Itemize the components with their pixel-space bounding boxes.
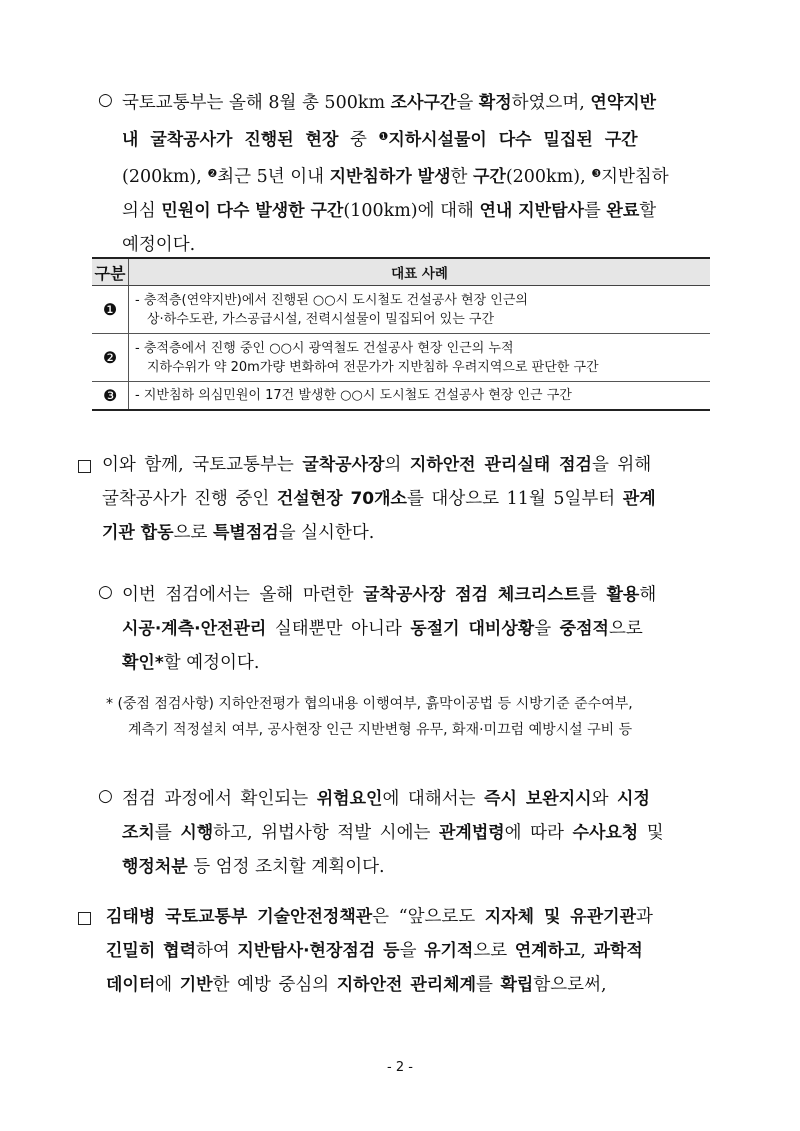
bullet-circle: ○ <box>98 90 113 110</box>
header-examples: 대표 사례 <box>129 258 711 286</box>
text-line: 이와 함께, 국토교통부는 굴착공사장의 지하안전 관리실태 점검을 위해 <box>102 455 652 475</box>
cases-table <box>92 257 710 411</box>
bullet-circle: ○ <box>98 786 113 806</box>
footnote-inspection-items <box>106 691 726 743</box>
bullet-square <box>78 912 91 925</box>
row-mark: ❷ <box>92 334 129 382</box>
text-line: (200km), $^❷$최근 5년 이내 지반침하가 발생한 구간(200km), $^❸$지반침하 <box>122 167 669 187</box>
row-description: - 지반침하 의심민원이 17건 발생한 ○○시 도시철도 건설공사 현장 인근 구간 <box>129 382 711 410</box>
circled-number-1: ❶ <box>378 130 389 143</box>
text-line: 조치를 시행하고, 위법사항 적발 시에는 관계법령에 따라 수사요청 및 <box>122 823 664 843</box>
paragraph-corrective-actions <box>122 782 724 884</box>
page-number: - 2 - <box>387 1060 413 1075</box>
text-line: 기관 합동으로 특별점검을 실시한다. <box>102 523 375 543</box>
text-line: 확인*할 예정이다. <box>122 653 260 673</box>
text-line: 이번 점검에서는 올해 마련한 굴착공사장 점검 체크리스트를 활용해 <box>122 585 657 605</box>
text-line: * (중점 점검사항) 지하안전평가 협의내용 이행여부, 흙막이공법 등 시방기준 준수여부, <box>106 696 633 712</box>
text-line: 점검 과정에서 확인되는 위험요인에 대해서는 즉시 보완지시와 시정 <box>122 789 650 809</box>
row-description: - 충적층(연약지반)에서 진행된 ○○시 도시철도 건설공사 현장 인근의 상·하수도관, 가스공급시설, 전력시설물이 밀집되어 있는 구간 <box>129 286 711 334</box>
header-category: 구분 <box>92 258 129 286</box>
paragraph-official-quote <box>106 900 724 1002</box>
circled-number-3: ❸ <box>591 167 602 180</box>
table-header-row <box>92 258 710 286</box>
text-line: 국토교통부는 올해 8월 총 500km 조사구간을 확정하였으며, 연약지반 <box>122 93 657 113</box>
table-row <box>92 334 710 382</box>
row-description: - 충적층에서 진행 중인 ○○시 광역철도 건설공사 현장 인근의 누적 지하수위가 약 20m가량 변화하여 전문가가 지반침하 우려지역으로 판단한 구간 <box>129 334 711 382</box>
row-mark: ❸ <box>92 382 129 410</box>
text-line: 김태병 국토교통부 기술안전정책관은 “앞으로도 지자체 및 유관기관과 <box>106 907 653 927</box>
text-line: 예정이다. <box>122 235 196 255</box>
text-line: 의심 민원이 다수 발생한 구간(100km)에 대해 연내 지반탐사를 완료할 <box>122 201 657 221</box>
circled-number-2: ❷ <box>207 167 218 180</box>
table-row <box>92 382 710 410</box>
text-line: 굴착공사가 진행 중인 건설현장 70개소를 대상으로 11월 5일부터 관계 <box>102 489 656 509</box>
table-row <box>92 286 710 334</box>
bullet-square <box>78 460 91 473</box>
paragraph-special-inspection <box>102 448 724 550</box>
text-line: 계측기 적정설치 여부, 공사현장 인근 지반변형 유무, 화재·미끄럼 예방시설 구비 등 <box>128 722 633 738</box>
paragraph-survey-sections <box>122 86 724 262</box>
bullet-circle: ○ <box>98 582 113 602</box>
text-line: 행정처분 등 엄정 조치할 계획이다. <box>122 857 385 877</box>
text-line: 데이터에 기반한 예방 중심의 지하안전 관리체계를 확립함으로써, <box>106 975 607 995</box>
row-mark: ❶ <box>92 286 129 334</box>
text-line: 긴밀히 협력하여 지반탐사·현장점검 등을 유기적으로 연계하고, 과학적 <box>106 941 643 961</box>
paragraph-checklist <box>122 578 724 680</box>
text-line: 내 굴착공사가 진행된 현장 중 $^❶$지하시설물이 다수 밀집된 구간 <box>122 130 638 150</box>
text-line: 시공·계측·안전관리 실태뿐만 아니라 동절기 대비상황을 중점적으로 <box>122 619 643 639</box>
